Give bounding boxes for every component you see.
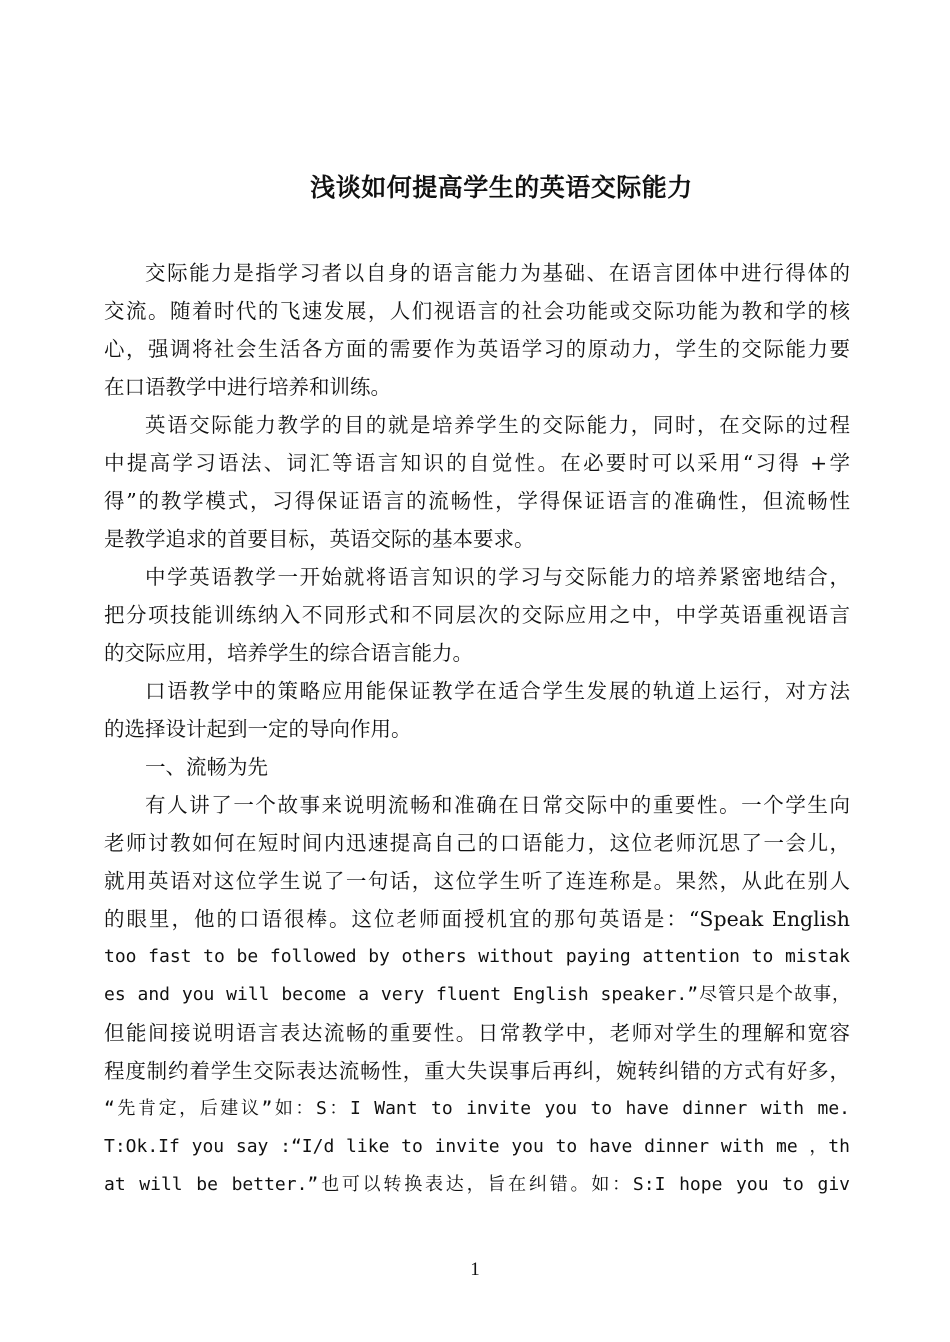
text-line: 的眼里，他的口语很棒。这位老师面授机宜的那句英语是：“Speak English — [104, 907, 850, 931]
text-line: 口语教学中的策略应用能保证教学在适合学生发展的轨道上运行，对方法 — [145, 679, 850, 703]
text-line: 心，强调将社会生活各方面的需要作为英语学习的原动力，学生的交际能力要 — [104, 337, 850, 361]
text-line: 英语交际能力教学的目的就是培养学生的交际能力，同时，在交际的过程 — [145, 413, 850, 437]
text-line: 程度制约着学生交际表达流畅性，重大失误事后再纠，婉转纠错的方式有好多， — [104, 1059, 850, 1083]
text-line: T:Ok.If you say :“I/d like to invite you to have dinner with me ，th — [104, 1136, 850, 1157]
text-line: 的选择设计起到一定的导向作用。 — [104, 717, 412, 741]
text-line: 是教学追求的首要目标，英语交际的基本要求。 — [104, 527, 535, 551]
text-line: 有人讲了一个故事来说明流畅和准确在日常交际中的重要性。一个学生向 — [145, 793, 850, 817]
section-heading: 一、流畅为先 — [145, 755, 268, 779]
page-number: 1 — [470, 1259, 480, 1280]
text-line: es and you will become a very fluent English speaker.”尽管只是个故事， — [104, 984, 850, 1005]
text-line: “先肯定，后建议”如：S：I Want to invite you to have dinner with me. — [104, 1098, 850, 1119]
text-line: 在口语教学中进行培养和训练。 — [104, 375, 391, 399]
text-line: 就用英语对这位学生说了一句话，这位学生听了连连称是。果然，从此在别人 — [104, 869, 850, 893]
text-line: too fast to be followed by others without paying attention to mistak — [104, 946, 850, 967]
text-line: 得”的教学模式，习得保证语言的流畅性，学得保证语言的准确性，但流畅性 — [104, 489, 850, 513]
text-line: at will be better.”也可以转换表达，旨在纠错。如：S:I hope you to giv — [104, 1174, 850, 1195]
text-line: 但能间接说明语言表达流畅的重要性。日常教学中，老师对学生的理解和宽容 — [104, 1021, 850, 1045]
document-body — [104, 254, 850, 1204]
text-line: 把分项技能训练纳入不同形式和不同层次的交际应用之中，中学英语重视语言 — [104, 603, 850, 627]
text-line: 的交际应用，培养学生的综合语言能力。 — [104, 641, 473, 665]
text-line: 交际能力是指学习者以自身的语言能力为基础、在语言团体中进行得体的 — [145, 261, 850, 285]
document-title: 浅谈如何提高学生的英语交际能力 — [310, 173, 693, 202]
text-line: 老师讨教如何在短时间内迅速提高自己的口语能力，这位老师沉思了一会儿， — [104, 831, 850, 855]
text-line: 中学英语教学一开始就将语言知识的学习与交际能力的培养紧密地结合， — [145, 565, 850, 589]
text-line: 交流。随着时代的飞速发展，人们视语言的社会功能或交际功能为教和学的核 — [104, 299, 850, 323]
text-line: 中提高学习语法、词汇等语言知识的自觉性。在必要时可以采用“习得 +学 — [104, 451, 850, 475]
